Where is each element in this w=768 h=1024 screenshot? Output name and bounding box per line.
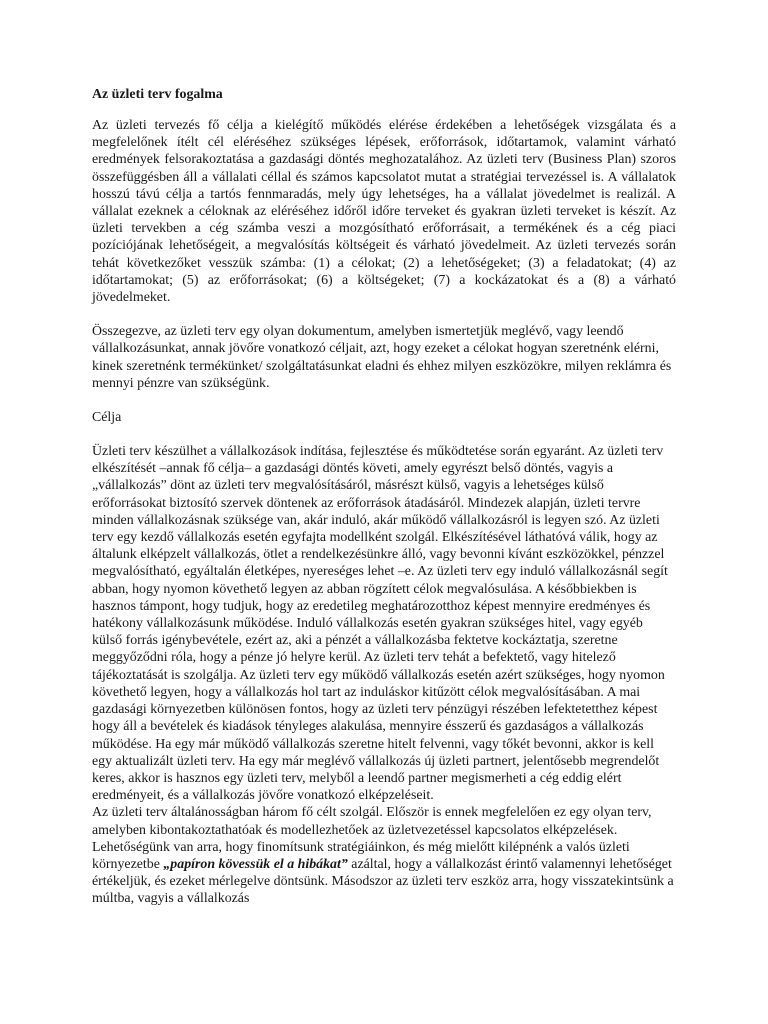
section-heading-celja: Célja [92,410,122,426]
paragraph-three-goals-part2: azáltal, hogy a vállalkozást érintő valamennyi lehetőséget értékeljük, és ezeket mérlegelve döntsünk. Másodszor az üzleti terv eszköz arra, hogy visszatekintsünk a múltba, vagyis a vállalkozás [92,856,674,907]
paragraph-definition: Az üzleti tervezés fő célja a kielégítő működés elérése érdekében a lehetőségek vizsgálata és a megfelelőnek ítélt cél eléréséhez szükséges lépések, erőforrások, időtartamok, valamint várható eredmények felsorakoztatása a gazdasági döntés meghozatalához. Az üzleti terv (Business Plan) szoros összefüggésben áll a vállalati céllal és számos kapcsolatot mutat a stratégiai tervezéssel is. A vállalatok hosszú távú célja a tartós fennmaradás, mely úgy lehetséges, ha a vállalat jövedelmet is realizál. A vállalat ezeknek a céloknak az eléréséhez időről időre terveket és gyakran üzleti terveket is készít. Az üzleti tervekben a cég számba veszi a mozgósítható erőforrásait, a termékének és a cég piaci pozíciójának lehetőségeit, a megvalósítás költségeit és várható jövedelmeit. Az üzleti tervezés során tehát következőket vesszük számba: (1) a célokat; (2) a lehetőségeket; (3) a feladatokat; (4) az időtartamokat; (5) az erőforrásokat; (6) a költségeket; (7) a kockázatokat és a (8) a várható jövedelmeket. [92,118,676,306]
paragraph-summary: Összegezve, az üzleti terv egy olyan dokumentum, amelyben ismertetjük meglévő, vagy leendő vállalkozásunkat, annak jövőre vonatkozó céljait, azt, hogy ezeket a célokat hogyan szeretnénk elérni, kinek szeretnénk termékünket/ szolgáltatásunkat eladni és ehhez milyen eszközökre, milyen reklámra és mennyi pénzre van szükségünk. [92,324,672,391]
quote-emphasis: „papíron kövessük el a hibákat” [163,856,348,872]
document-page [92,86,676,908]
paragraph-purpose: Üzleti terv készülhet a vállalkozások indítása, fejlesztése és működtetése során egyaránt. Az üzleti terv elkészítését –annak fő célja– a gazdasági döntés követi, amely egyrészt belső döntés, vagyis a „vállalkozás” dönt az üzleti terv megvalósításáról, másrészt külső, vagyis a lehetséges külső erőforrásokat biztosító szervek döntenek az erőforrások átadásáról. Mindezek alapján, üzleti tervre minden vállalkozásnak szüksége van, akár induló, akár működő vállalkozásról is legyen szó. Az üzleti terv egy kezdő vállalkozás esetén egyfajta modellként szolgál. Elkészítésével láthatóvá válik, hogy az általunk elképzelt vállalkozás, ötlet a rendelkezésünkre álló, vagy bevonni kívánt eszközökkel, pénzzel megvalósítható, egyáltalán életképes, nyereséges lehet –e. Az üzleti terv egy induló vállalkozásnál segít abban, hogy nyomon követhető legyen az abban rögzített célok megvalósulása. A későbbiekben is hasznos támpont, hogy tudjuk, hogy az eredetileg meghatározotthoz képest mennyire eredményes és hatékony vállalkozásunk működése. Induló vállalkozás esetén gyakran szükséges hitel, vagy egyéb külső forrás igénybevétele, ezért az, aki a pénzét a vállalkozásba fektetve kockáztatja, szeretne meggyőződni róla, hogy a pénze jó helyre kerül. Az üzleti terv tehát a befektető, vagy hitelező tájékoztatását is szolgálja. Az üzleti terv egy működő vállalkozás esetén azért szükséges, hogy nyomon követhető legyen, hogy a vállalkozás hol tart az induláskor kitűzött célok megvalósításában. A mai gazdasági környezetben különösen fontos, hogy az üzleti terv pénzügyi részében lefektetetthez képest hogy áll a bevételek és kiadások tényleges alakulása, mennyire ésszerű és gazdaságos a vállalkozás működése. Ha egy már működő vállalkozás szeretne hitelt felvenni, vagy tőkét bevonni, akkor is kell egy aktualizált üzleti terv. Ha egy már meglévő vállalkozás új üzleti partnert, jelentősebb megrendelőt keres, akkor is hasznos egy üzleti terv, melyből a leendő partner megismerheti a cég eddig elért eredményeit, és a vállalkozás jövőre vonatkozó elképzeléseit. [92,444,668,804]
paragraph-spacer [92,392,676,409]
page-title: Az üzleti terv fogalma [92,87,223,102]
paragraph-spacer [92,306,676,323]
paragraph-three-goals [92,804,676,907]
paragraph-spacer [92,426,676,443]
paragraph-three-goals-part1: Az üzleti terv általánosságban három fő célt szolgál. Először is ennek megfelelően ez egy olyan terv, amelyben kibontakoztathatóak és modellezhetőek az üzletvezetéssel kapcsolatos elképzelések. Lehetőségünk van arra, hogy finomítsunk stratégiáinkon, és még mielőtt kilépnénk a valós üzleti környezetbe [92,805,652,872]
